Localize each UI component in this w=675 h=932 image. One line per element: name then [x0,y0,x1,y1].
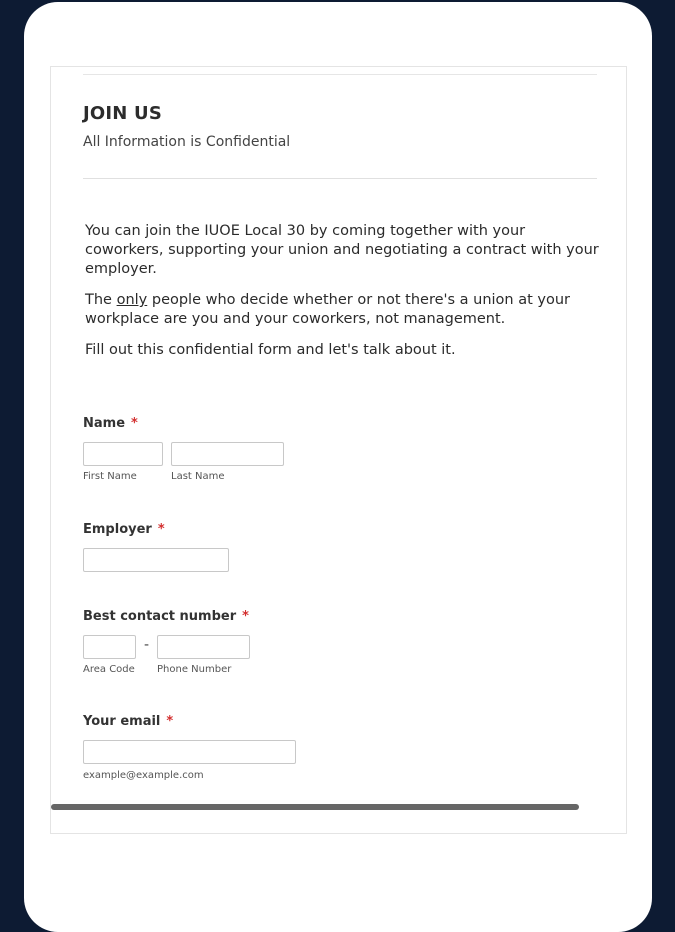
last-name-sublabel: Last Name [171,471,225,482]
intro-p2-start: The [85,292,117,308]
intro-paragraph-2 [85,291,600,329]
employer-label [83,522,165,537]
phone-separator: - [144,637,150,653]
area-code-input[interactable] [83,635,136,659]
phone-number-input[interactable] [157,635,250,659]
last-name-input[interactable] [171,442,284,466]
email-input[interactable] [83,740,296,764]
form-frame [50,66,627,834]
intro-p2-underlined: only [116,292,148,308]
form-subtitle: All Information is Confidential [83,134,291,150]
name-label [83,416,138,431]
name-label-text: Name [83,416,126,431]
horizontal-scrollbar[interactable] [51,804,579,810]
intro-text [85,222,600,372]
phone-label-text: Best contact number [83,609,237,624]
employer-input[interactable] [83,548,229,572]
first-name-sublabel: First Name [83,471,137,482]
header-divider [83,178,597,179]
required-marker: * [166,714,174,729]
top-divider [83,74,597,75]
employer-label-text: Employer [83,522,152,537]
email-label-text: Your email [83,714,161,729]
first-name-input[interactable] [83,442,163,466]
email-label [83,714,173,729]
form-title: JOIN US [83,103,163,124]
required-marker: * [242,609,249,624]
intro-paragraph-1: You can join the IUOE Local 30 by coming together with your coworkers, supporting your union and negotiating a contract with your employer. [85,223,599,277]
required-marker: * [157,522,165,537]
intro-p2-end: people who decide whether or not there's a union at your workplace are you and your coworkers, not management. [85,292,571,327]
intro-paragraph-3: Fill out this confidential form and let's talk about it. [85,342,456,358]
required-marker: * [131,416,138,431]
area-code-sublabel: Area Code [83,664,135,675]
tablet-screen [24,2,652,932]
phone-number-sublabel: Phone Number [157,664,232,675]
phone-label [83,609,249,624]
email-sublabel: example@example.com [83,770,204,781]
